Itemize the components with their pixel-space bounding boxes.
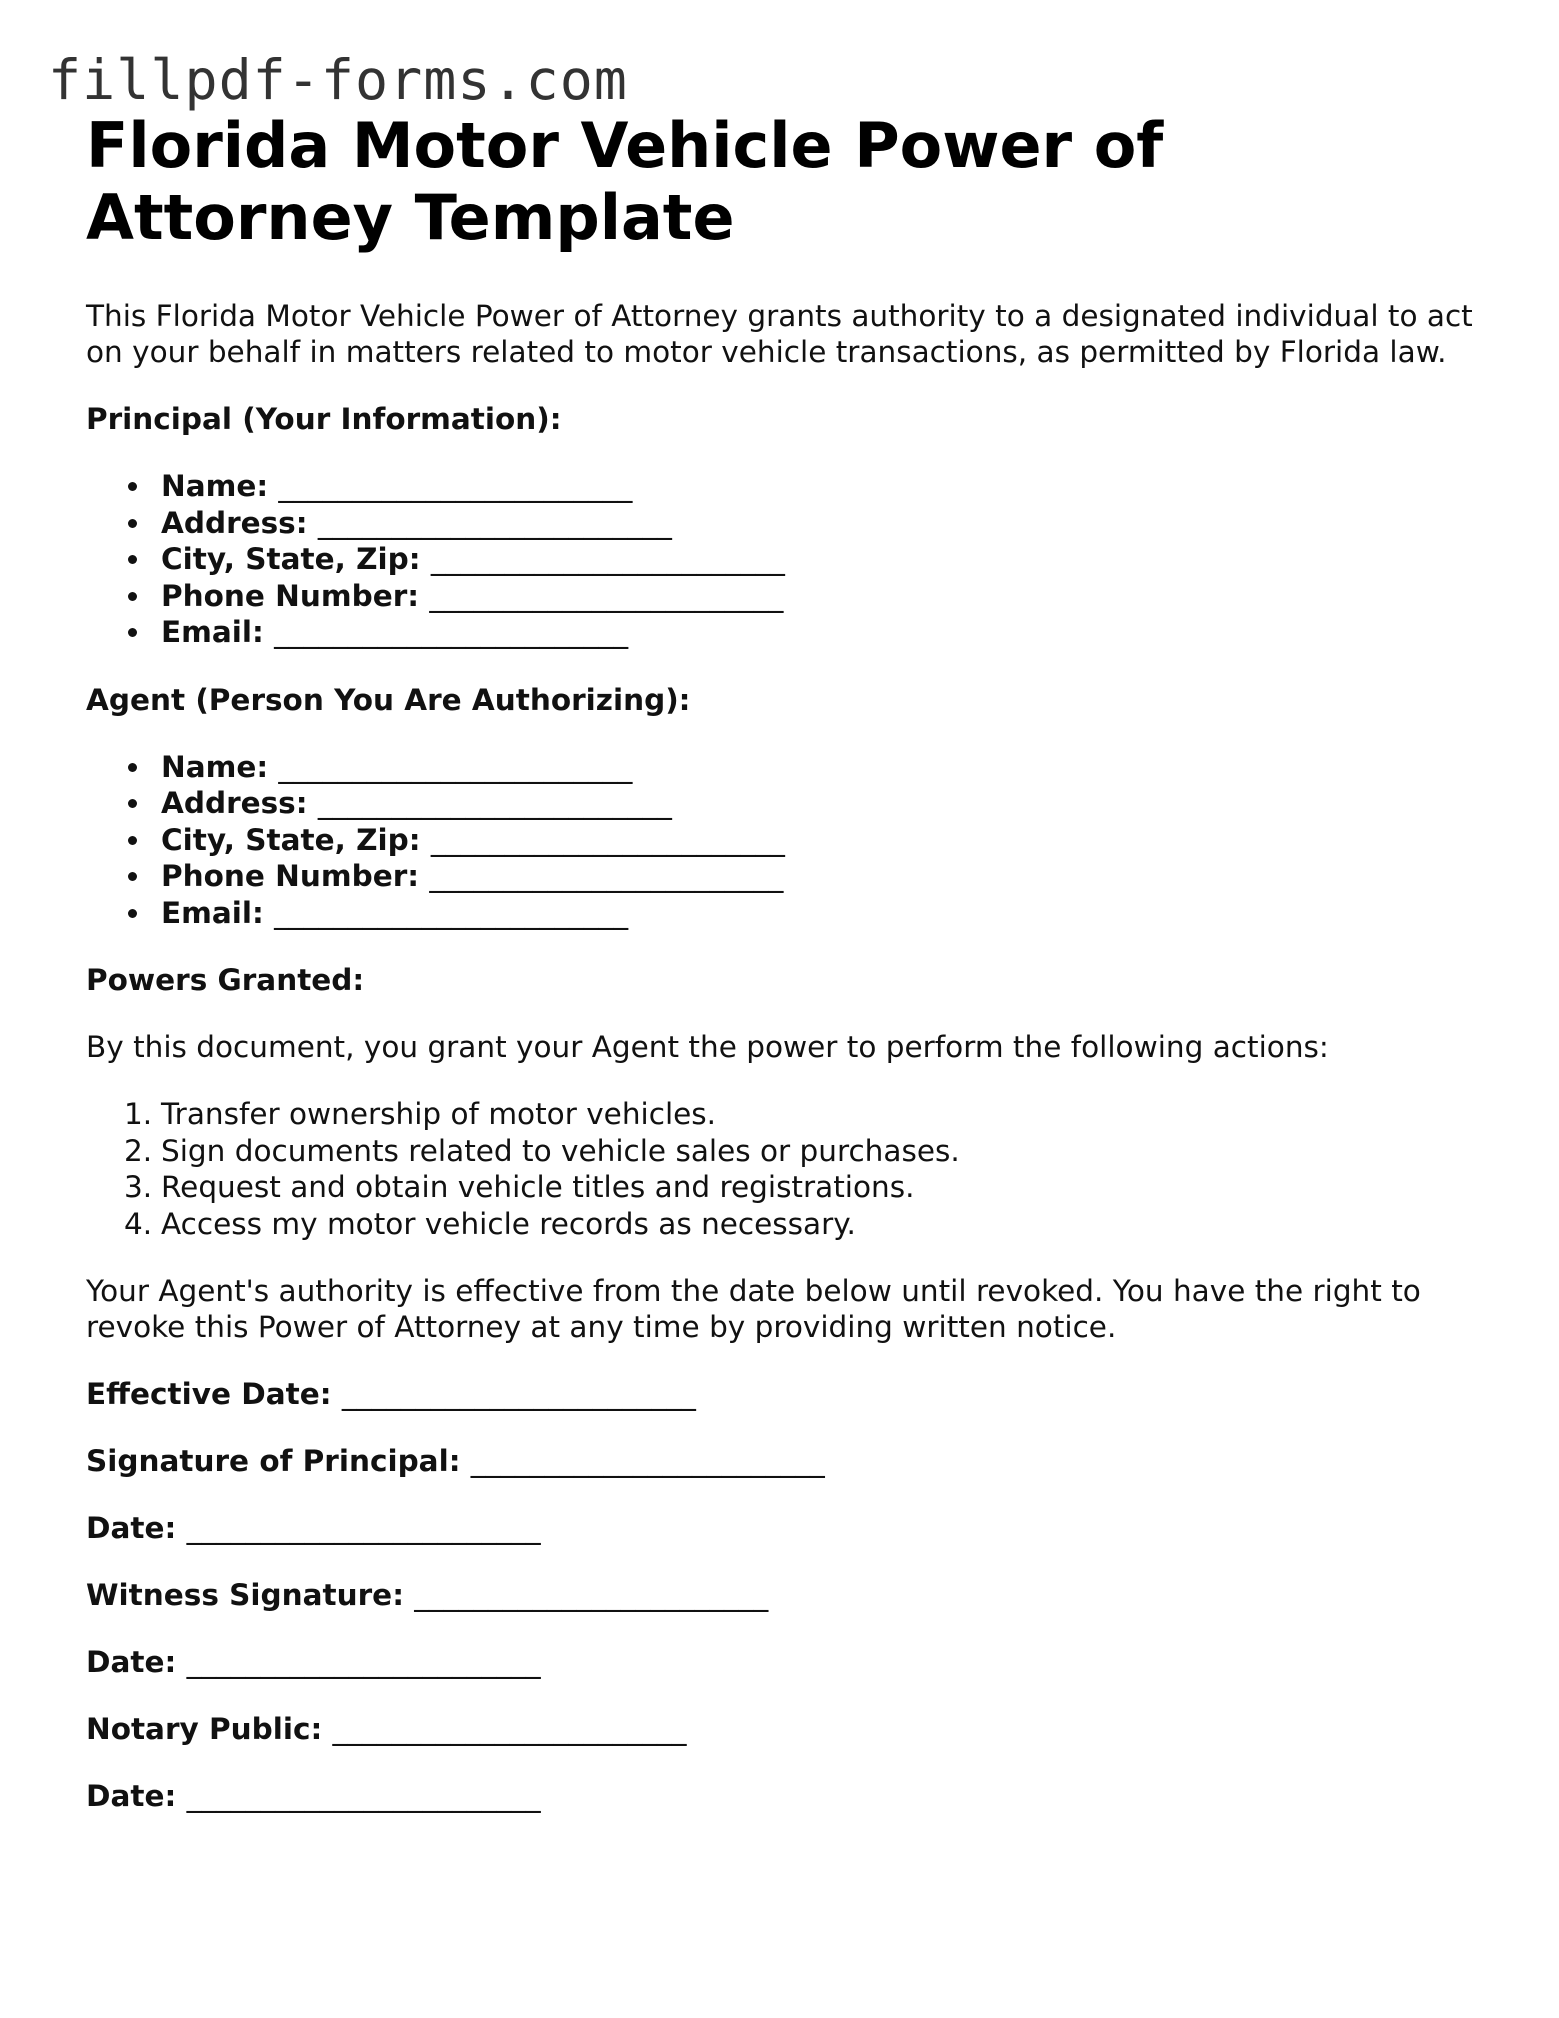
agent-address-field[interactable]: Address: ________________________ <box>126 785 1486 822</box>
principal-heading: Principal (Your Information): <box>86 402 562 436</box>
principal-signature-field[interactable]: Signature of Principal: ________________________ <box>86 1444 825 1478</box>
blank-line: ________________________ <box>274 615 629 649</box>
principal-phone-field[interactable]: Phone Number: ________________________ <box>126 578 1486 615</box>
blank-line: ________________________ <box>274 895 629 930</box>
blank-line: ________________________ <box>317 786 672 820</box>
powers-lead: By this document, you grant your Agent the power to perform the following actions: <box>86 1030 1329 1064</box>
page-title: Florida Motor Vehicle Power of Attorney Template <box>86 109 1164 254</box>
effective-date-field[interactable]: Effective Date: ________________________ <box>86 1377 696 1411</box>
blank-line: ________________________ <box>470 1444 825 1478</box>
power-item: 2. Sign documents related to vehicle sales or purchases. <box>124 1133 960 1168</box>
witness-date-field[interactable]: Date: ________________________ <box>86 1645 541 1679</box>
revocation-paragraph: Your Agent's authority is effective from the date below until revoked. You have the right to revoke this Power of Attorney at any time by providing written notice. <box>86 1274 1421 1344</box>
watermark: fillpdf-forms.com <box>48 48 628 112</box>
blank-line: ________________________ <box>317 505 672 540</box>
blank-line: ________________________ <box>429 859 784 893</box>
notary-public-field[interactable]: Notary Public: ________________________ <box>86 1712 687 1746</box>
blank-line: ________________________ <box>332 1712 687 1746</box>
agent-city-state-zip-field[interactable]: City, State, Zip: ________________________ <box>126 822 1486 859</box>
principal-fields <box>86 468 1486 651</box>
powers-list <box>86 1096 1486 1242</box>
agent-email-field[interactable]: Email: ________________________ <box>126 895 1486 932</box>
principal-address-field[interactable]: Address: ________________________ <box>126 505 1486 542</box>
power-item: 4. Access my motor vehicle records as necessary. <box>124 1206 856 1241</box>
blank-line: ________________________ <box>341 1377 696 1411</box>
principal-date-field[interactable]: Date: ________________________ <box>86 1511 541 1545</box>
power-item: 1. Transfer ownership of motor vehicles. <box>124 1097 717 1131</box>
powers-heading: Powers Granted: <box>86 963 365 997</box>
blank-line: ________________________ <box>186 1645 541 1679</box>
document-page <box>86 110 1486 1845</box>
principal-city-state-zip-field[interactable]: City, State, Zip: ________________________ <box>126 541 1486 578</box>
agent-fields <box>86 749 1486 932</box>
power-item: 3. Request and obtain vehicle titles and registrations. <box>124 1170 915 1204</box>
blank-line: ________________________ <box>414 1578 769 1612</box>
blank-line: ________________________ <box>186 1779 541 1813</box>
blank-line: ________________________ <box>430 822 785 857</box>
principal-email-field[interactable]: Email: ________________________ <box>126 614 1486 651</box>
agent-name-field[interactable]: Name: ________________________ <box>126 749 1486 786</box>
agent-heading: Agent (Person You Are Authorizing): <box>86 682 691 717</box>
blank-line: ________________________ <box>429 578 784 613</box>
intro-paragraph: This Florida Motor Vehicle Power of Attorney grants authority to a designated individual to act on your behalf in matters related to motor vehicle transactions, as permitted by Florida law. <box>86 299 1473 369</box>
notary-date-field[interactable]: Date: ________________________ <box>86 1779 541 1813</box>
witness-signature-field[interactable]: Witness Signature: ________________________ <box>86 1578 769 1612</box>
blank-line: ________________________ <box>430 542 785 576</box>
principal-name-field[interactable]: Name: ________________________ <box>126 468 1486 505</box>
blank-line: ________________________ <box>186 1511 541 1545</box>
blank-line: ________________________ <box>278 749 633 784</box>
blank-line: ________________________ <box>278 469 633 503</box>
agent-phone-field[interactable]: Phone Number: ________________________ <box>126 858 1486 895</box>
